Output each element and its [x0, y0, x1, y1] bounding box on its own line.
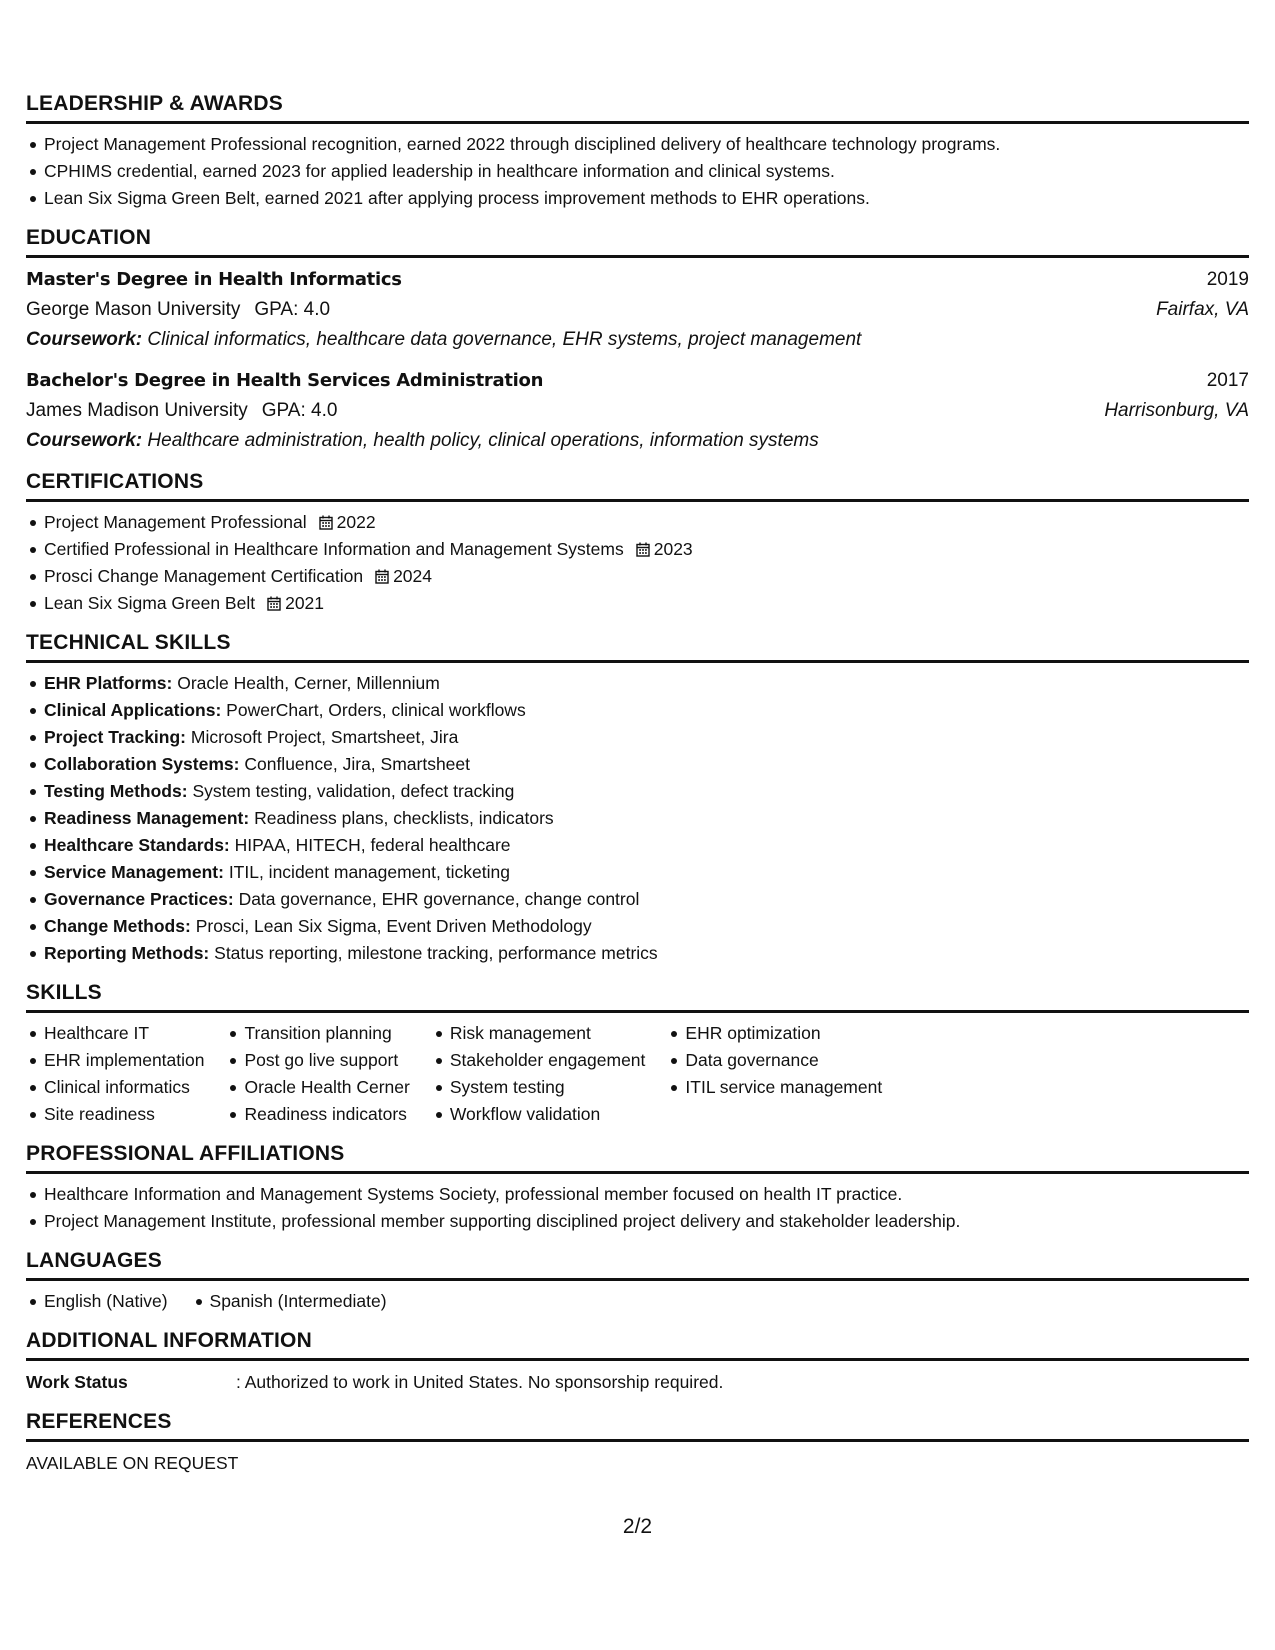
coursework-text: Clinical informatics, healthcare data governance, EHR systems, project management	[147, 329, 862, 350]
section-title: CERTIFICATIONS	[26, 470, 1249, 502]
gpa: GPA: 4.0	[254, 299, 331, 320]
leadership-section	[26, 92, 1249, 212]
list-item: Clinical informatics	[26, 1074, 204, 1101]
list-item: Readiness indicators	[226, 1101, 409, 1128]
skill-values: PowerChart, Orders, clinical workflows	[226, 700, 526, 720]
certifications-section	[26, 470, 1249, 617]
coursework-label: Coursework:	[26, 430, 143, 451]
education-section	[26, 226, 1249, 456]
certification-name: Project Management Professional	[44, 512, 307, 532]
certification-year: 2024	[393, 566, 432, 586]
school-name: James Madison University	[26, 400, 248, 421]
section-title: PROFESSIONAL AFFILIATIONS	[26, 1142, 1249, 1174]
skill-values: Status reporting, milestone tracking, performance metrics	[214, 943, 658, 963]
list-item: Site readiness	[26, 1101, 204, 1128]
skill-category: Reporting Methods:	[44, 943, 210, 963]
list-item	[26, 805, 1249, 832]
leadership-list	[26, 131, 1249, 212]
skill-values: ITIL, incident management, ticketing	[228, 862, 510, 882]
info-key: Work Status	[26, 1372, 128, 1392]
list-item	[26, 940, 1249, 967]
skill-values: Confluence, Jira, Smartsheet	[244, 754, 471, 774]
list-item	[26, 670, 1249, 697]
affiliations-section	[26, 1142, 1249, 1235]
resume-page	[26, 92, 1249, 1491]
list-item: Project Management Institute, professional member supporting disciplined project delivery and stakeholder leadership.	[26, 1208, 1249, 1235]
coursework-text: Healthcare administration, health policy, clinical operations, information systems	[147, 430, 819, 451]
skill-category: Change Methods:	[44, 916, 191, 936]
list-item: CPHIMS credential, earned 2023 for applied leadership in healthcare information and clinical systems.	[26, 158, 1249, 185]
list-item	[26, 913, 1249, 940]
languages-section	[26, 1249, 1249, 1315]
degree: Master's Degree in Health Informatics	[26, 269, 402, 290]
list-item: Data governance	[667, 1047, 882, 1074]
list-item: System testing	[432, 1074, 646, 1101]
list-item: EHR implementation	[26, 1047, 204, 1074]
list-item: Spanish (Intermediate)	[192, 1288, 387, 1315]
gpa: GPA: 4.0	[261, 400, 338, 421]
page-number: 2/2	[622, 1515, 653, 1538]
info-value: : Authorized to work in United States. No sponsorship required.	[236, 1372, 724, 1392]
skill-category: Governance Practices:	[44, 889, 234, 909]
list-item: Stakeholder engagement	[432, 1047, 646, 1074]
skill-values: Microsoft Project, Smartsheet, Jira	[190, 727, 459, 747]
list-item	[26, 859, 1249, 886]
calendar-icon	[319, 515, 333, 530]
skill-values: Readiness plans, checklists, indicators	[254, 808, 554, 828]
list-item	[26, 697, 1249, 724]
school-location: Harrisonburg, VA	[1104, 400, 1249, 421]
calendar-icon	[267, 596, 281, 611]
skill-category: Service Management:	[44, 862, 224, 882]
skill-category: Testing Methods:	[44, 781, 188, 801]
skills-column	[26, 1020, 204, 1128]
school-location: Fairfax, VA	[1156, 299, 1249, 320]
calendar-icon	[375, 569, 389, 584]
section-title: EDUCATION	[26, 226, 1249, 258]
skills-column	[667, 1020, 882, 1128]
coursework	[26, 325, 1249, 355]
skills-column	[432, 1020, 646, 1128]
skill-category: Clinical Applications:	[44, 700, 222, 720]
skill-category: Project Tracking:	[44, 727, 186, 747]
school-name: George Mason University	[26, 299, 241, 320]
skills-column	[226, 1020, 409, 1128]
skill-category: Healthcare Standards:	[44, 835, 230, 855]
certification-name: Lean Six Sigma Green Belt	[44, 593, 256, 613]
list-item	[26, 832, 1249, 859]
list-item	[26, 724, 1249, 751]
section-title: LEADERSHIP & AWARDS	[26, 92, 1249, 124]
education-entry	[26, 366, 1249, 456]
references-text: AVAILABLE ON REQUEST	[26, 1453, 239, 1473]
section-title: ADDITIONAL INFORMATION	[26, 1329, 1249, 1361]
skill-category: Readiness Management:	[44, 808, 250, 828]
list-item	[26, 563, 1249, 590]
coursework	[26, 426, 1249, 456]
skill-category: EHR Platforms:	[44, 673, 173, 693]
section-title: LANGUAGES	[26, 1249, 1249, 1281]
certification-name: Certified Professional in Healthcare Information and Management Systems	[44, 539, 624, 559]
section-title: TECHNICAL SKILLS	[26, 631, 1249, 663]
list-item: Healthcare IT	[26, 1020, 204, 1047]
skill-values: Prosci, Lean Six Sigma, Event Driven Methodology	[195, 916, 592, 936]
list-item: EHR optimization	[667, 1020, 882, 1047]
education-entry	[26, 265, 1249, 355]
skill-values: HIPAA, HITECH, federal healthcare	[234, 835, 511, 855]
list-item	[26, 751, 1249, 778]
skill-category: Collaboration Systems:	[44, 754, 240, 774]
skills-section	[26, 981, 1249, 1128]
list-item: Post go live support	[226, 1047, 409, 1074]
list-item: Workflow validation	[432, 1101, 646, 1128]
list-item	[26, 886, 1249, 913]
technical-skills-list	[26, 670, 1249, 967]
certification-year: 2023	[653, 539, 693, 559]
list-item	[26, 590, 1249, 617]
section-title: REFERENCES	[26, 1410, 1249, 1442]
graduation-year: 2019	[1206, 269, 1249, 290]
list-item	[26, 536, 1249, 563]
affiliations-list	[26, 1181, 1249, 1235]
calendar-icon	[636, 542, 650, 557]
list-item: English (Native)	[26, 1288, 168, 1315]
list-item: Lean Six Sigma Green Belt, earned 2021 after applying process improvement methods to EHR operations.	[26, 185, 1249, 212]
coursework-label: Coursework:	[26, 329, 143, 350]
certification-year: 2022	[336, 512, 376, 532]
graduation-year: 2017	[1206, 370, 1249, 391]
section-title: SKILLS	[26, 981, 1249, 1013]
skill-values: Data governance, EHR governance, change control	[238, 889, 640, 909]
references-section	[26, 1410, 1249, 1477]
list-item: ITIL service management	[667, 1074, 882, 1101]
skill-values: Oracle Health, Cerner, Millennium	[177, 673, 440, 693]
languages-list	[26, 1288, 1249, 1315]
technical-skills-section	[26, 631, 1249, 967]
skill-values: System testing, validation, defect tracking	[192, 781, 515, 801]
list-item: Oracle Health Cerner	[226, 1074, 409, 1101]
certifications-list	[26, 509, 1249, 617]
list-item: Healthcare Information and Management Systems Society, professional member focused on health IT practice.	[26, 1181, 1249, 1208]
list-item	[26, 509, 1249, 536]
degree: Bachelor's Degree in Health Services Administration	[26, 370, 544, 391]
info-row	[26, 1368, 1249, 1396]
list-item: Transition planning	[226, 1020, 409, 1047]
certification-name: Prosci Change Management Certification	[44, 566, 364, 586]
list-item	[26, 778, 1249, 805]
skills-columns	[26, 1020, 1249, 1128]
certification-year: 2021	[285, 593, 325, 613]
additional-info-section	[26, 1329, 1249, 1396]
list-item: Project Management Professional recognition, earned 2022 through disciplined delivery of healthcare technology programs.	[26, 131, 1249, 158]
list-item: Risk management	[432, 1020, 646, 1047]
